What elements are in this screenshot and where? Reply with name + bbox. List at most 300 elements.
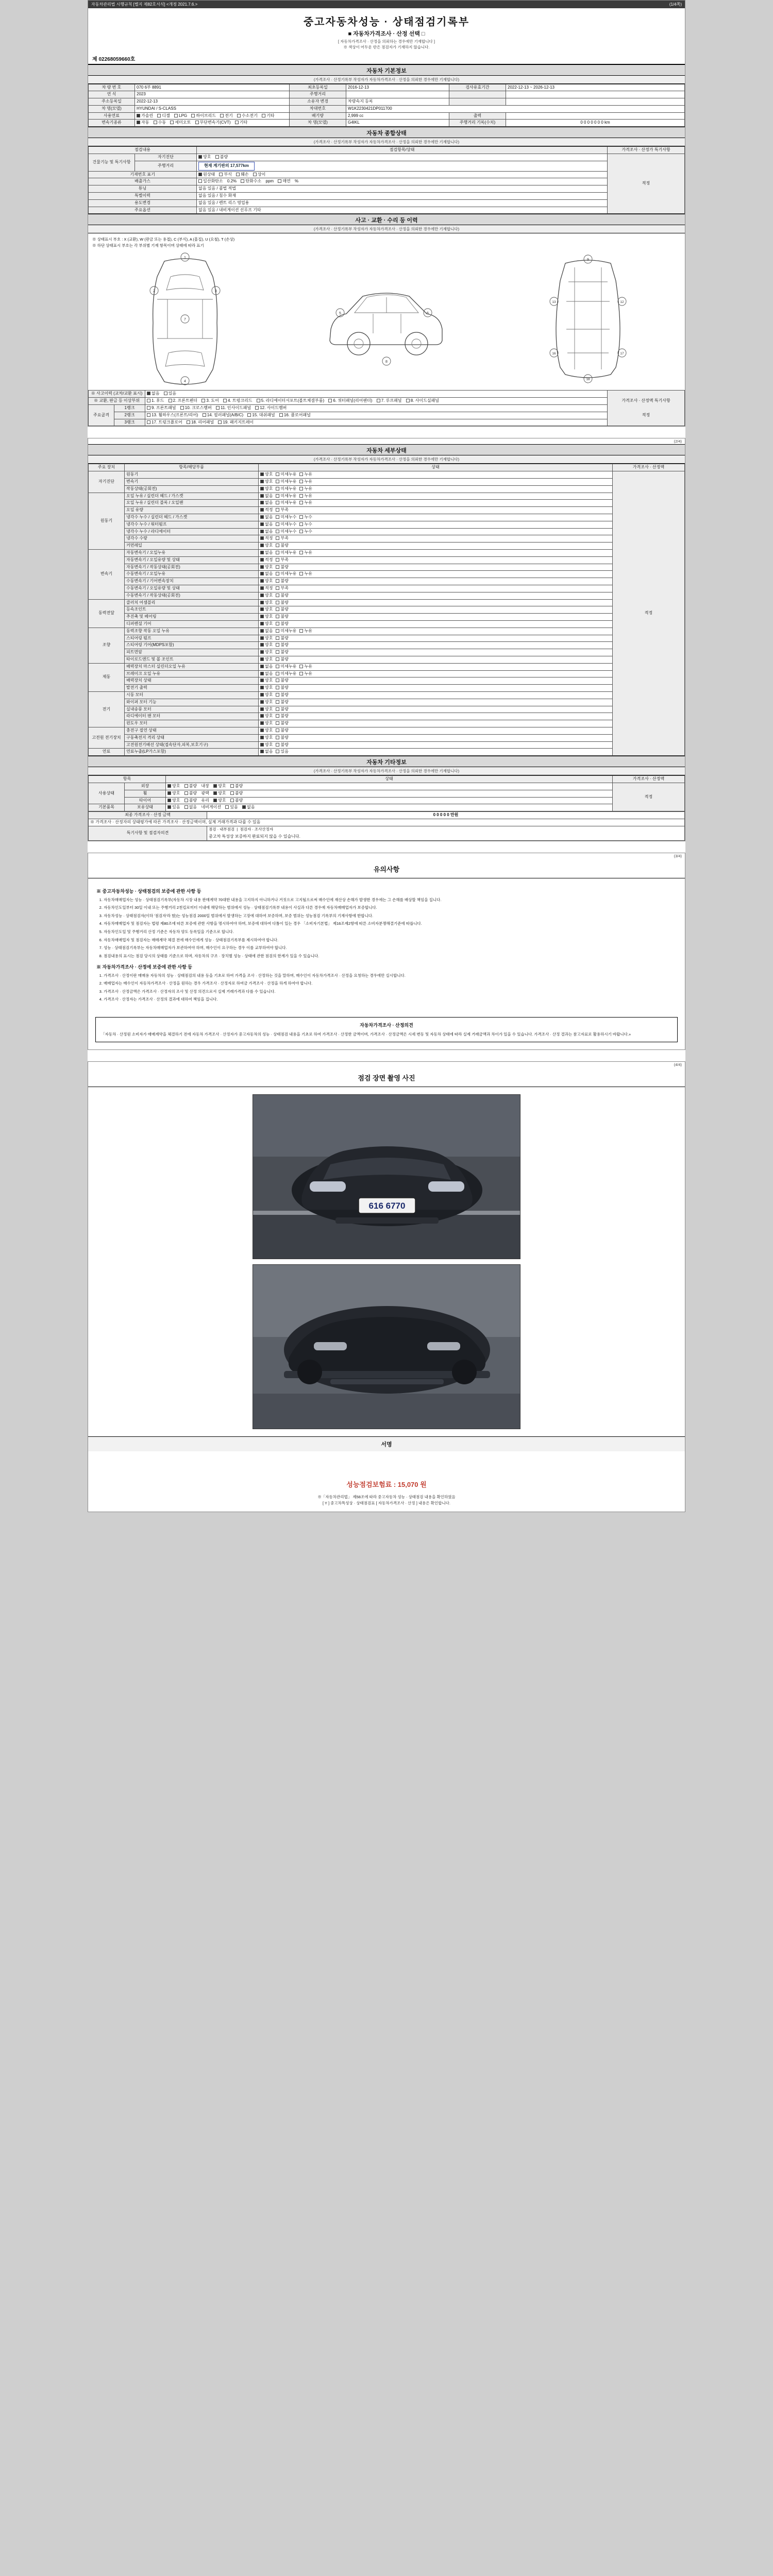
state-option-2-6-1[interactable]: 불량 bbox=[276, 593, 288, 599]
basic-row-2-value: 2022-12-13 bbox=[135, 98, 290, 106]
state-option-8-0-1[interactable]: 있음 bbox=[276, 749, 288, 755]
state-option-3-3-0[interactable]: 양호 bbox=[260, 621, 273, 627]
state-option-5-1-2[interactable]: 누유 bbox=[299, 671, 312, 677]
etc-3-yes[interactable]: 있음 bbox=[167, 805, 180, 810]
emission-hc-value: ppm bbox=[265, 179, 274, 184]
transmission-option-semiauto[interactable]: 세미오토 bbox=[170, 120, 191, 126]
state-option-5-2-1[interactable]: 불량 bbox=[276, 678, 288, 684]
photo-gallery bbox=[88, 1087, 685, 1436]
accident-right-note bbox=[608, 391, 685, 426]
etc-1-good[interactable]: 양호 bbox=[167, 791, 180, 796]
detail-states-8-0 bbox=[259, 749, 613, 756]
svg-text:6: 6 bbox=[427, 312, 429, 316]
detail-states-6-1 bbox=[259, 699, 613, 706]
basic-model-label: 차 명(모델) bbox=[290, 120, 346, 127]
overall-row-5-detail: 없음 있음 / 렌트 리스 영업용 bbox=[197, 199, 608, 207]
state-option-0-2-2[interactable]: 누유 bbox=[299, 486, 312, 492]
state-option-5-0-0[interactable]: 없음 bbox=[260, 664, 273, 670]
state-option-3-2-0[interactable]: 양호 bbox=[260, 614, 273, 620]
state-option-4-2-1[interactable]: 불량 bbox=[276, 642, 288, 648]
etc-group-basic: 기본품목 bbox=[89, 804, 125, 811]
state-option-2-5-1[interactable]: 부족 bbox=[276, 586, 288, 591]
state-option-1-5-1[interactable]: 미세누수 bbox=[276, 529, 296, 535]
detail-states-5-3 bbox=[259, 685, 613, 692]
table-row bbox=[89, 398, 685, 405]
table-row bbox=[89, 804, 685, 811]
valuation-declaration-title: 자동차가격조사 · 산정의견 bbox=[360, 1023, 413, 1028]
overall-row-mileage-label: 주행거리 bbox=[135, 161, 197, 171]
state-option-0-2-1[interactable]: 미세누유 bbox=[276, 486, 296, 492]
opt-corroded[interactable]: 부식 bbox=[219, 172, 231, 178]
detail-states-3-1 bbox=[259, 606, 613, 614]
overall-row-3-item: 튜닝 bbox=[89, 185, 197, 193]
inspector-label-2: 점검자 · 조사산정자 bbox=[240, 826, 274, 832]
detail-part-2-4: 수동변속기 / 기어변속장치 bbox=[125, 578, 259, 585]
basic-row-0-value3: 2022-12-13 ~ 2026-12-13 bbox=[506, 84, 685, 91]
etc-header-2: 가격조사 · 산정액 bbox=[613, 776, 685, 783]
inspection-fee: 성능점검보험료 : 15,070 원 bbox=[346, 1480, 427, 1488]
detail-states-2-3 bbox=[259, 571, 613, 578]
detail-group-2: 변속기 bbox=[89, 550, 125, 600]
overall-row-5-item: 용도변경 bbox=[89, 199, 197, 207]
mileage-box-value: 17,577km bbox=[230, 163, 249, 168]
part-1[interactable]: 1. 후드 bbox=[147, 398, 164, 404]
detail-part-4-2: 스티어링 기어(MDPS포함) bbox=[125, 642, 259, 649]
detail-state-table bbox=[88, 464, 685, 756]
etc-3-no2[interactable]: 없음 bbox=[242, 805, 255, 810]
detail-states-2-6 bbox=[259, 592, 613, 599]
state-option-4-2-0[interactable]: 양호 bbox=[260, 642, 273, 648]
table-row bbox=[89, 550, 685, 557]
detail-states-6-0 bbox=[259, 691, 613, 699]
transmission-option-other[interactable]: 기타 bbox=[235, 120, 247, 126]
state-option-7-1-1[interactable]: 불량 bbox=[276, 735, 288, 741]
detail-states-4-1 bbox=[259, 635, 613, 642]
table-row bbox=[89, 507, 685, 514]
detail-part-0-0: 원동기 bbox=[125, 471, 259, 479]
part-6[interactable]: 6. 쿼터패널(리어펜더) bbox=[328, 398, 372, 404]
transmission-option-cvt[interactable]: 무단변속기(CVT) bbox=[195, 120, 231, 126]
table-row bbox=[89, 485, 685, 493]
detail-states-6-4 bbox=[259, 720, 613, 727]
frame-rank-1-label: 1랭크 bbox=[114, 405, 145, 412]
detail-states-1-7 bbox=[259, 543, 613, 550]
notice-body bbox=[88, 878, 685, 1012]
basic-row-2-value3 bbox=[506, 98, 685, 106]
fuel-option-hydrogen[interactable]: 수소전기 bbox=[237, 113, 258, 119]
overall-row-3-detail: 없음 있음 / 불법 적법 bbox=[197, 185, 608, 193]
state-option-1-4-1[interactable]: 미세누수 bbox=[276, 522, 296, 528]
state-option-1-4-0[interactable]: 없음 bbox=[260, 522, 273, 528]
detail-group-8: 연료 bbox=[89, 749, 125, 756]
state-option-6-0-0[interactable]: 양호 bbox=[260, 692, 273, 698]
state-option-2-1-0[interactable]: 적정 bbox=[260, 557, 273, 563]
notice-list-1 bbox=[104, 897, 677, 959]
table-row bbox=[89, 592, 685, 599]
detail-states-1-3 bbox=[259, 514, 613, 521]
etc-0-good[interactable]: 양호 bbox=[167, 784, 180, 789]
state-option-0-0-0[interactable]: 양호 bbox=[260, 472, 273, 478]
detail-states-7-0 bbox=[259, 727, 613, 734]
car-underbody-diagram bbox=[536, 252, 640, 386]
state-option-5-0-2[interactable]: 누유 bbox=[299, 664, 312, 670]
state-option-3-0-1[interactable]: 불량 bbox=[276, 600, 288, 606]
state-option-4-3-1[interactable]: 불량 bbox=[276, 650, 288, 655]
detail-part-1-7: 커먼레일 bbox=[125, 543, 259, 550]
svg-text:18: 18 bbox=[586, 378, 590, 382]
state-option-4-0-2[interactable]: 누유 bbox=[299, 629, 312, 634]
overall-row-7-item: 주요옵션 bbox=[89, 207, 197, 214]
state-option-5-2-0[interactable]: 양호 bbox=[260, 678, 273, 684]
detail-table-body bbox=[89, 471, 685, 756]
detail-part-2-5: 수동변속기 / 오일유량 및 상태 bbox=[125, 585, 259, 592]
state-option-7-2-1[interactable]: 불량 bbox=[276, 742, 288, 748]
state-option-1-3-1[interactable]: 미세누수 bbox=[276, 515, 296, 520]
detail-states-1-4 bbox=[259, 521, 613, 528]
state-option-2-5-0[interactable]: 적정 bbox=[260, 586, 273, 591]
basic-row-0-label2: 최초등록일 bbox=[290, 84, 346, 91]
overall-row-2-item: 배출가스 bbox=[89, 178, 197, 185]
section-accident-title: 사고 · 교환 · 수리 등 이력 bbox=[88, 214, 685, 225]
notice-item-2-2: 3. 가격조사 · 산정금액은 가격조사 · 산정자의 조사 및 산정 의견으로서 실제 거래가격과 다를 수 있습니다. bbox=[104, 989, 677, 995]
fuel-option-ev[interactable]: 전기 bbox=[220, 113, 232, 119]
state-option-1-4-2[interactable]: 누수 bbox=[299, 522, 312, 528]
opt-damaged[interactable]: 훼손 bbox=[236, 172, 248, 178]
car-top-view-diagram bbox=[133, 252, 237, 386]
state-option-1-3-2[interactable]: 누수 bbox=[299, 515, 312, 520]
opt-different[interactable]: 상이 bbox=[253, 172, 265, 178]
remark-value: 점검 · 내부점검 | 점검자 · 조사산정자 중고차 특성상 보증하지 완료되지 않을 수 있습니다. bbox=[207, 826, 685, 840]
accident-legend-2: ※ 하단 상태표시 부호는 각 부위별 기재 항목이며 상태에 따라 표기 bbox=[92, 243, 204, 248]
etc-2-good[interactable]: 양호 bbox=[167, 798, 180, 804]
detail-group-4: 조향 bbox=[89, 628, 125, 663]
state-option-2-2-1[interactable]: 불량 bbox=[276, 565, 288, 570]
table-row bbox=[89, 656, 685, 663]
notice-item-1-2: 3. 자동차성능 · 상태점검자(이하 '점검자'라 함)는 성능점검 2000일 범위에서 발생하는 고장에 대하여 보증하며, 보증 범위는 성능점검 기록부의 기재사항에 한합니다. bbox=[104, 913, 677, 919]
table-row bbox=[89, 649, 685, 656]
frame-1-1[interactable]: 10. 크로스멤버 bbox=[180, 405, 212, 411]
state-option-4-3-0[interactable]: 양호 bbox=[260, 650, 273, 655]
detail-states-5-1 bbox=[259, 670, 613, 677]
detail-part-3-0: 클러치 어셈블리 bbox=[125, 599, 259, 606]
emission-soot[interactable]: 매연 bbox=[278, 179, 290, 184]
state-option-6-2-0[interactable]: 양호 bbox=[260, 707, 273, 713]
frame-2-2[interactable]: 15. 대쉬패널 bbox=[247, 413, 275, 418]
opt-original[interactable]: 원상태 bbox=[198, 172, 215, 178]
svg-text:9: 9 bbox=[586, 258, 589, 262]
state-option-0-0-1[interactable]: 미세누유 bbox=[276, 472, 296, 478]
basic-row-2-value2: 차량속지 등록 bbox=[346, 98, 449, 106]
overall-right-note: 적정 bbox=[608, 154, 685, 214]
state-option-5-0-1[interactable]: 미세누유 bbox=[276, 664, 296, 670]
emission-co[interactable]: 일산화탄소 bbox=[198, 179, 223, 184]
state-option-6-3-0[interactable]: 양호 bbox=[260, 714, 273, 719]
etc-row-3-value bbox=[166, 804, 613, 811]
state-option-4-0-0[interactable]: 없음 bbox=[260, 629, 273, 634]
notice-item-1-5: 6. 자동차매매업자 및 점검자는 매매계약 체결 전에 매수인에게 성능 · 상태점검기록부를 제시하여야 합니다. bbox=[104, 937, 677, 943]
state-option-2-6-0[interactable]: 양호 bbox=[260, 593, 273, 599]
detail-part-4-0: 동력조향 작동 오일 누유 bbox=[125, 628, 259, 635]
opt-good[interactable]: 양호 bbox=[198, 155, 211, 160]
accident-diagram-area bbox=[88, 233, 685, 390]
state-option-1-3-0[interactable]: 없음 bbox=[260, 515, 273, 520]
state-option-2-4-1[interactable]: 불량 bbox=[276, 579, 288, 584]
part-4[interactable]: 4. 트렁크리드 bbox=[223, 398, 253, 404]
basic-row-0-value2: 2016-12-13 bbox=[346, 84, 449, 91]
etc-row-0-label: 외장 bbox=[125, 783, 166, 790]
overall-row-0-detail bbox=[197, 154, 608, 161]
overall-row-4-detail: 없음 있음 / 침수 화재 bbox=[197, 193, 608, 200]
fuel-option-other[interactable]: 기타 bbox=[262, 113, 274, 119]
detail-part-3-2: 추진축 및 베어링 bbox=[125, 614, 259, 621]
frame-3-1[interactable]: 18. 리어패널 bbox=[187, 420, 214, 426]
state-option-6-2-1[interactable]: 불량 bbox=[276, 707, 288, 713]
state-option-2-0-1[interactable]: 미세누유 bbox=[276, 550, 296, 556]
state-option-3-3-1[interactable]: 불량 bbox=[276, 621, 288, 627]
state-option-1-6-1[interactable]: 부족 bbox=[276, 536, 288, 541]
state-option-2-0-2[interactable]: 누유 bbox=[299, 550, 312, 556]
state-option-8-0-0[interactable]: 없음 bbox=[260, 749, 273, 755]
etc-3-yes2[interactable]: 있음 bbox=[225, 805, 238, 810]
table-row bbox=[89, 514, 685, 521]
state-option-4-4-1[interactable]: 불량 bbox=[276, 657, 288, 663]
state-option-4-0-1[interactable]: 미세누유 bbox=[276, 629, 296, 634]
accident-none[interactable]: 없음 bbox=[147, 391, 159, 397]
state-option-4-1-1[interactable]: 불량 bbox=[276, 636, 288, 641]
detail-states-1-1 bbox=[259, 500, 613, 507]
frame-rank-1-items bbox=[145, 405, 608, 412]
remark-text: 중고차 특성상 보증하지 완료되지 않을 수 있습니다. bbox=[209, 834, 300, 839]
svg-text:16: 16 bbox=[552, 352, 556, 356]
state-option-3-0-0[interactable]: 양호 bbox=[260, 600, 273, 606]
state-option-7-2-0[interactable]: 양호 bbox=[260, 742, 273, 748]
svg-text:4: 4 bbox=[184, 380, 187, 384]
part-5[interactable]: 5. 라디에이터서포트(볼트체결부품) bbox=[257, 398, 324, 404]
state-option-1-2-1[interactable]: 부족 bbox=[276, 507, 288, 513]
etc-0-bad2[interactable]: 불량 bbox=[230, 784, 243, 789]
frame-2-0[interactable]: 13. 휠하우스(프론트/리어) bbox=[147, 413, 198, 418]
table-row bbox=[89, 193, 685, 200]
frame-2-1[interactable]: 14. 필러패널(A/B/C) bbox=[203, 413, 243, 418]
state-option-6-1-1[interactable]: 불량 bbox=[276, 700, 288, 705]
table-row bbox=[89, 812, 685, 819]
part-8[interactable]: 8. 사이드실패널 bbox=[406, 398, 439, 404]
frame-2-3[interactable]: 16. 플로어패널 bbox=[279, 413, 311, 418]
remark-label-text: 특기사항 및 점검자의견 bbox=[126, 830, 169, 835]
detail-states-1-0 bbox=[259, 493, 613, 500]
state-option-4-4-0[interactable]: 양호 bbox=[260, 657, 273, 663]
table-row bbox=[89, 178, 685, 185]
table-row bbox=[89, 528, 685, 535]
frame-3-0[interactable]: 17. 트렁크플로어 bbox=[147, 420, 182, 426]
state-option-1-0-2[interactable]: 누유 bbox=[299, 494, 312, 499]
final-price-label: 최종 가격조사 · 산정 금액 bbox=[89, 812, 207, 819]
notice-title: 유의사항 bbox=[88, 859, 685, 878]
section-etc-subtitle: (가격조사 · 산정기록부 작성자가 자동차가격조사 · 산정을 의뢰한 경우에만 기재합니다) bbox=[88, 767, 685, 775]
table-row bbox=[89, 112, 685, 120]
section-overall-subtitle: (가격조사 · 산정기록부 작성자가 자동차가격조사 · 산정을 의뢰한 경우에만 기재합니다) bbox=[88, 138, 685, 146]
emission-hc[interactable]: 탄화수소 bbox=[241, 179, 261, 184]
etc-3-no[interactable]: 없음 bbox=[184, 805, 197, 810]
fuel-option-diesel[interactable]: 디젤 bbox=[157, 113, 170, 119]
state-option-3-1-0[interactable]: 양호 bbox=[260, 607, 273, 613]
detail-header-3: 가격조사 · 산정액 bbox=[613, 464, 685, 471]
etc-0-good2[interactable]: 양호 bbox=[213, 784, 226, 789]
state-option-3-2-1[interactable]: 불량 bbox=[276, 614, 288, 620]
state-option-2-3-1[interactable]: 미세누유 bbox=[276, 571, 296, 577]
state-option-1-2-0[interactable]: 적정 bbox=[260, 507, 273, 513]
overall-col-2: 가격조사 · 산정가 특기사항 bbox=[608, 147, 685, 154]
state-option-6-1-0[interactable]: 양호 bbox=[260, 700, 273, 705]
basic-row-1-label: 연 식 bbox=[89, 91, 135, 98]
table-row bbox=[89, 749, 685, 756]
state-option-2-0-0[interactable]: 없음 bbox=[260, 550, 273, 556]
etc-2-good2[interactable]: 양호 bbox=[213, 798, 226, 804]
state-option-1-5-0[interactable]: 없음 bbox=[260, 529, 273, 535]
state-option-0-1-0[interactable]: 양호 bbox=[260, 479, 273, 485]
state-option-1-7-1[interactable]: 불량 bbox=[276, 543, 288, 549]
table-row bbox=[89, 391, 685, 398]
state-option-1-6-0[interactable]: 적정 bbox=[260, 536, 273, 541]
state-option-2-1-1[interactable]: 부족 bbox=[276, 557, 288, 563]
etc-2-bad2[interactable]: 불량 bbox=[230, 798, 243, 804]
svg-text:1: 1 bbox=[184, 256, 187, 260]
state-option-6-4-1[interactable]: 불량 bbox=[276, 721, 288, 726]
basic-displacement-value: 2,999 cc bbox=[346, 112, 449, 120]
state-option-4-1-0[interactable]: 양호 bbox=[260, 636, 273, 641]
transmission-option-auto[interactable]: 자동 bbox=[137, 120, 149, 126]
state-option-2-2-0[interactable]: 양호 bbox=[260, 565, 273, 570]
sheet-page-2 bbox=[88, 438, 685, 841]
accident-legend-1: ※ 상태표시 부호 : X (교환), W (판금 또는 용접), C (부식), A (흠집), U (요철), T (손상) bbox=[92, 237, 235, 242]
basic-row-1-label3 bbox=[449, 91, 506, 98]
etc-row-2-value bbox=[166, 797, 613, 804]
detail-group-0: 자기진단 bbox=[89, 471, 125, 493]
detail-states-6-2 bbox=[259, 706, 613, 713]
state-option-1-5-2[interactable]: 누수 bbox=[299, 529, 312, 535]
detail-part-6-1: 와이퍼 모터 기능 bbox=[125, 699, 259, 706]
basic-row-0-label3: 검사유효기간 bbox=[449, 84, 506, 91]
table-row bbox=[89, 405, 685, 412]
detail-part-2-6: 수동변속기 / 작동상태(공회전) bbox=[125, 592, 259, 599]
state-option-0-1-1[interactable]: 미세누유 bbox=[276, 479, 296, 485]
state-option-2-4-0[interactable]: 양호 bbox=[260, 579, 273, 584]
frame-1-2[interactable]: 11. 인사이드패널 bbox=[216, 405, 251, 411]
basic-row-0-value: 070 6부 8891 bbox=[135, 84, 290, 91]
state-option-5-3-1[interactable]: 불량 bbox=[276, 685, 288, 691]
detail-states-1-2 bbox=[259, 507, 613, 514]
basic-row-1-value: 2023 bbox=[135, 91, 290, 98]
state-option-2-3-2[interactable]: 누유 bbox=[299, 571, 312, 577]
state-option-0-1-2[interactable]: 누유 bbox=[299, 479, 312, 485]
overall-row-0-item: 건물기능 및 특기사항 bbox=[89, 154, 135, 172]
state-option-1-1-1[interactable]: 미세누유 bbox=[276, 500, 296, 506]
etc-0-bad[interactable]: 불량 bbox=[184, 784, 197, 789]
state-option-6-0-1[interactable]: 불량 bbox=[276, 692, 288, 698]
inspector-label-1: 점검 · 내부점검 bbox=[209, 826, 235, 832]
state-option-7-1-0[interactable]: 양호 bbox=[260, 735, 273, 741]
basic-row-3-label: 차 명(모델) bbox=[89, 105, 135, 112]
state-option-6-4-0[interactable]: 양호 bbox=[260, 721, 273, 726]
state-option-1-1-2[interactable]: 누유 bbox=[299, 500, 312, 506]
state-option-7-0-1[interactable]: 불량 bbox=[276, 728, 288, 734]
table-row bbox=[89, 790, 685, 797]
fuel-option-hybrid[interactable]: 하이브리드 bbox=[191, 113, 216, 119]
etc-1-bad2[interactable]: 불량 bbox=[230, 791, 243, 796]
signature-area[interactable] bbox=[88, 1451, 685, 1475]
etc-1-good2[interactable]: 양호 bbox=[213, 791, 226, 796]
state-option-7-0-0[interactable]: 양호 bbox=[260, 728, 273, 734]
etc-1-label2: 광택 bbox=[201, 790, 209, 795]
accident-parts-list bbox=[145, 398, 608, 405]
frame-1-3[interactable]: 12. 사이드멤버 bbox=[255, 405, 287, 411]
table-row bbox=[89, 685, 685, 692]
part-2[interactable]: 2. 프론트펜더 bbox=[169, 398, 198, 404]
table-row bbox=[89, 620, 685, 628]
detail-group-6: 전기 bbox=[89, 691, 125, 727]
state-option-1-0-0[interactable]: 없음 bbox=[260, 494, 273, 499]
overall-state-table bbox=[88, 146, 685, 214]
doc-number-value: 02268059660호 bbox=[98, 56, 136, 62]
state-option-3-1-1[interactable]: 불량 bbox=[276, 607, 288, 613]
state-option-5-3-0[interactable]: 양호 bbox=[260, 685, 273, 691]
state-option-5-1-0[interactable]: 없음 bbox=[260, 671, 273, 677]
detail-part-8-0: 연료누출(LP가스포함) bbox=[125, 749, 259, 756]
detail-part-6-2: 실내송풍 모터 bbox=[125, 706, 259, 713]
accident-yes[interactable]: 있음 bbox=[164, 391, 176, 397]
etc-row-1-value bbox=[166, 790, 613, 797]
basic-row-1-label2: 주행거리 bbox=[290, 91, 346, 98]
state-option-1-7-0[interactable]: 양호 bbox=[260, 543, 273, 549]
state-option-5-1-1[interactable]: 미세누유 bbox=[276, 671, 296, 677]
etc-group-usage: 사용상태 bbox=[89, 783, 125, 804]
state-option-6-3-1[interactable]: 불량 bbox=[276, 714, 288, 719]
state-option-1-0-1[interactable]: 미세누유 bbox=[276, 494, 296, 499]
table-row bbox=[89, 783, 685, 790]
opt-bad[interactable]: 불량 bbox=[215, 155, 228, 160]
fuel-option-gasoline[interactable]: 가솔린 bbox=[137, 113, 153, 119]
frame-3-2[interactable]: 19. 패키지트레이 bbox=[218, 420, 254, 426]
detail-part-1-5: 냉각수 누수 / 라디에이터 bbox=[125, 528, 259, 535]
table-row bbox=[89, 571, 685, 578]
table-row bbox=[89, 635, 685, 642]
state-option-2-3-0[interactable]: 없음 bbox=[260, 571, 273, 577]
state-option-1-1-0[interactable]: 없음 bbox=[260, 500, 273, 506]
fuel-option-lpg[interactable]: LPG bbox=[174, 113, 187, 119]
frame-1-0[interactable]: 9. 프론트패널 bbox=[147, 405, 176, 411]
frame-rank-3-items bbox=[145, 419, 608, 426]
state-option-0-0-2[interactable]: 누유 bbox=[299, 472, 312, 478]
part-7[interactable]: 7. 루프패널 bbox=[377, 398, 402, 404]
table-row bbox=[89, 741, 685, 749]
detail-part-2-1: 자동변속기 / 오일유량 및 상태 bbox=[125, 556, 259, 564]
detail-part-5-1: 브레이크 오일 누유 bbox=[125, 670, 259, 677]
table-row bbox=[89, 479, 685, 486]
part-3[interactable]: 3. 도어 bbox=[201, 398, 219, 404]
state-option-0-2-0[interactable]: 양호 bbox=[260, 486, 273, 492]
svg-text:2: 2 bbox=[153, 290, 156, 294]
overall-row-0-sub: 자기진단 bbox=[135, 154, 197, 161]
table-row bbox=[89, 207, 685, 214]
license-plate-number: 616 6770 bbox=[368, 1200, 406, 1211]
detail-part-4-3: 피트먼암 bbox=[125, 649, 259, 656]
etc-2-bad[interactable]: 불량 bbox=[184, 798, 197, 804]
sheet-1-top-bar bbox=[88, 1, 685, 8]
etc-1-bad[interactable]: 불량 bbox=[184, 791, 197, 796]
transmission-option-manual[interactable]: 수동 bbox=[154, 120, 166, 126]
detail-states-4-3 bbox=[259, 649, 613, 656]
detail-states-1-5 bbox=[259, 528, 613, 535]
